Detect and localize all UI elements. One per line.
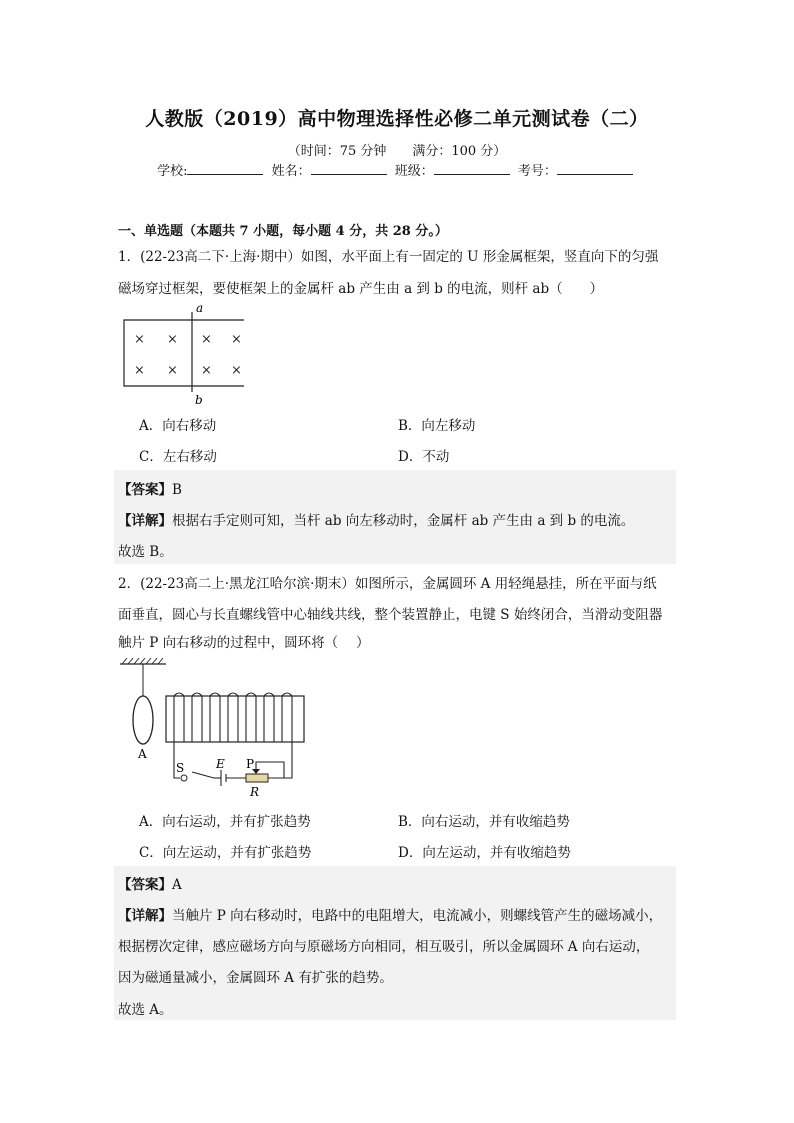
magnetic-field-marks <box>134 332 242 378</box>
page-title: 人教版（2019）高中物理选择性必修二单元测试卷（二） <box>145 108 649 130</box>
field-cross: × <box>231 332 242 347</box>
q2-stem-line1: 2．(22-23高二上·黑龙江哈尔滨·期末）如图所示，金属圆环 A 用轻绳悬挂，所在平面与纸 <box>118 576 657 592</box>
q2-answer: A <box>172 877 182 893</box>
q2-option-b[interactable]: B．向右运动，并有收缩趋势 <box>398 814 570 830</box>
q1-detail-line <box>118 509 634 529</box>
class-blank[interactable] <box>434 162 510 175</box>
label-rheostat-r: R <box>250 785 260 799</box>
label-ring-a: A <box>138 747 147 761</box>
answer-label: 【答案】 <box>118 877 172 893</box>
q1-stem-line1: 1．(22-23高二下·上海·期中）如图，水平面上有一固定的 U 形金属框架，竖直向下的匀强 <box>118 249 659 265</box>
metal-ring <box>133 696 153 744</box>
q2-detail-line1 <box>118 904 662 924</box>
field-cross: × <box>201 363 212 378</box>
q2-detail-line3: 因为磁通量减小，金属圆环 A 有扩张的趋势。 <box>118 970 393 986</box>
q1-conclusion: 故选 B。 <box>118 544 173 560</box>
q2-answer-line <box>118 873 182 893</box>
q2-stem-line2: 面垂直，圆心与长直螺线管中心轴线共线，整个装置静止，电键 S 始终闭合，当滑动变阻器 <box>118 607 663 623</box>
student-info-row <box>0 160 794 179</box>
field-cross: × <box>167 332 178 347</box>
name-blank[interactable] <box>311 162 387 175</box>
section-heading: 一、单选题（本题共 7 小题，每小题 4 分，共 28 分。） <box>118 224 448 239</box>
q2-conclusion: 故选 A。 <box>118 1002 173 1018</box>
q1-answer: B <box>172 482 182 498</box>
label-a: a <box>196 301 204 315</box>
field-cross: × <box>134 363 145 378</box>
rheostat <box>246 774 268 782</box>
q2-detail1: 当触片 P 向右移动时，电路中的电阻增大，电流减小，则螺线管产生的磁场减小， <box>172 908 663 924</box>
label-emf-e: E <box>216 757 225 771</box>
q1-option-a[interactable]: A．向右移动 <box>139 418 217 434</box>
q1-option-d[interactable]: D．不动 <box>398 449 450 465</box>
exam-no-label: 考号： <box>517 164 557 179</box>
q2-detail-line2: 根据楞次定律，感应磁场方向与原磁场方向相同，相互吸引，所以金属圆环 A 向右运动， <box>118 939 650 955</box>
exam-no-blank[interactable] <box>557 162 633 175</box>
ceiling-hatch <box>122 658 163 664</box>
field-cross: × <box>231 363 242 378</box>
switch-terminal <box>181 775 187 781</box>
label-switch-s: S <box>176 761 185 775</box>
q1-stem-line2: 磁场穿过框架，要使框架上的金属杆 ab 产生由 a 到 b 的电流，则杆 ab（ ） <box>118 281 604 297</box>
q1-option-c[interactable]: C．左右移动 <box>139 449 217 465</box>
field-cross: × <box>134 332 145 347</box>
field-cross: × <box>201 332 212 347</box>
q1-answer-line <box>118 478 182 498</box>
name-label: 姓名： <box>271 164 311 179</box>
solenoid-core <box>166 696 304 742</box>
circuit-wires <box>174 742 292 786</box>
q2-option-c[interactable]: C．向左运动，并有扩张趋势 <box>139 845 312 861</box>
label-b: b <box>195 393 203 407</box>
solenoid-coils <box>174 693 292 742</box>
class-label: 班级： <box>394 164 434 179</box>
field-cross: × <box>167 363 178 378</box>
exam-subtitle: （时间：75 分钟 满分：100 分） <box>287 144 507 159</box>
school-label: 学校: <box>157 164 188 179</box>
q2-figure-solenoid-circuit <box>118 658 318 800</box>
detail-label: 【详解】 <box>118 513 172 529</box>
answer-label: 【答案】 <box>118 482 172 498</box>
label-slider-p: P <box>246 757 255 771</box>
q1-figure-u-frame <box>118 300 250 408</box>
school-blank[interactable] <box>187 162 263 175</box>
detail-label: 【详解】 <box>118 908 172 924</box>
q2-option-d[interactable]: D．向左运动，并有收缩趋势 <box>398 845 571 861</box>
q2-stem-line3: 触片 P 向右移动的过程中，圆环将（ ） <box>118 635 370 651</box>
q1-option-b[interactable]: B．向左移动 <box>398 418 476 434</box>
q2-option-a[interactable]: A．向右运动，并有扩张趋势 <box>139 814 311 830</box>
q1-detail: 根据右手定则可知，当杆 ab 向左移动时，金属杆 ab 产生由 a 到 b 的电流。 <box>172 513 635 529</box>
